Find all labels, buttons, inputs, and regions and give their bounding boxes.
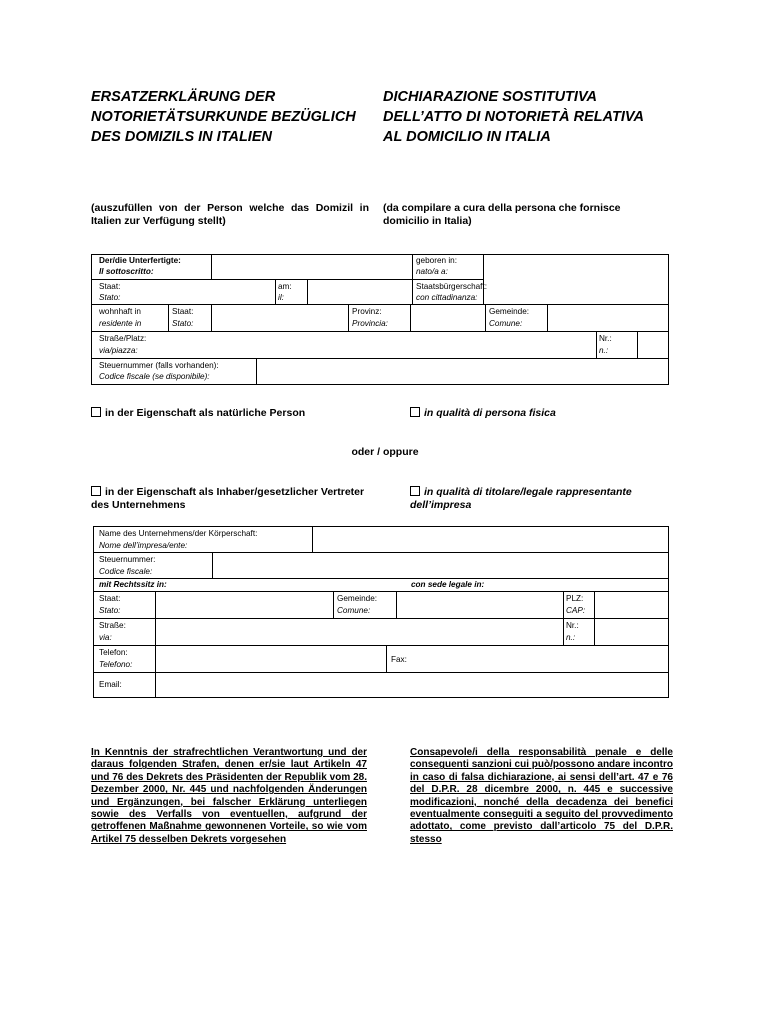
phone-label-it: Telefono: xyxy=(99,660,133,669)
company-municipality-field[interactable] xyxy=(398,592,562,618)
number-label-de: Nr.: xyxy=(599,334,612,343)
company-taxno-label-de: Steuernummer: xyxy=(99,555,156,564)
company-taxno-label-it: Codice fiscale: xyxy=(99,567,153,576)
company-municipality-label-de: Gemeinde: xyxy=(337,594,378,603)
taxno-label-de: Steuernummer (falls vorhanden): xyxy=(99,361,219,370)
citizenship-label-it: con cittadinanza: xyxy=(416,293,478,302)
title-line: DES DOMIZILS IN ITALIEN xyxy=(91,129,272,145)
company-street-label-it: via: xyxy=(99,633,112,642)
number-label-it: n.: xyxy=(599,346,609,355)
street-label-it: via/piazza: xyxy=(99,346,138,355)
citizenship-label-de: Staatsbürgerschaft: xyxy=(416,282,487,291)
or-separator: oder / oppure xyxy=(351,446,419,458)
municipality-label-it: Comune: xyxy=(489,319,523,328)
signer-label-it: Il sottoscritto: xyxy=(99,267,154,276)
option-company-it[interactable]: in qualità di titolare/legale rappresentante dell’impresa xyxy=(410,486,632,511)
company-number-label-it: n.: xyxy=(566,633,576,642)
subtitle-italian: (da compilare a cura della persona che fornisce domicilio in Italia) xyxy=(383,202,621,227)
legal-text-german: In Kenntnis der strafrechtlichen Verantwortung und der daraus folgenden Strafen, denen er/sie laut Artikeln 47 und 76 des Dekrets des Präsidenten der Republik vom 28. Dezember 2000, Nr. 445 und nachfolgenden Änderungen und Ergänzungen, bei falscher Erklärung unterliegen sowie des Verfalls von eventuellen, aufgrund der getroffenen Maßnahme gewonnenen Vorteile, so wie vom Artikel 75 desselben Dekrets vorgesehen xyxy=(91,747,367,845)
company-state-label-de: Staat: xyxy=(99,594,121,603)
date-label-de: am: xyxy=(278,282,292,291)
title-line: NOTORIETÄTSURKUNDE BEZÜGLICH xyxy=(91,109,356,125)
legal-text-italian: Consapevole/i della responsabilità penale e delle conseguenti sanzioni cui può/possono andare incontro in caso di falsa dichiarazione, ai sensi dell’art. 47 e 76 del D.P.R. 28 dicembre 2000, n. 445 e successive modificazioni, nonché della decadenza dei benefici eventualmente conseguiti a seguito del provvedimento adottato, come previsto dall’articolo 75 del D.P.R. stesso xyxy=(410,747,673,845)
company-number-field[interactable] xyxy=(596,619,667,645)
seat-label-it: con sede legale in: xyxy=(411,580,485,589)
company-name-field[interactable] xyxy=(314,527,667,552)
born-label-de: geboren in: xyxy=(416,256,457,265)
company-state-field[interactable] xyxy=(157,592,332,618)
company-street-field[interactable] xyxy=(157,619,562,645)
company-state-label-it: Stato: xyxy=(99,606,121,615)
signer-label-de: Der/die Unterfertigte: xyxy=(99,256,181,265)
fax-label: Fax: xyxy=(391,655,407,664)
street-label-de: Straße/Platz: xyxy=(99,334,147,343)
option-natural-person-de[interactable]: in der Eigenschaft als natürliche Person xyxy=(91,407,305,420)
company-name-label-it: Nome dell’impresa/ente: xyxy=(99,541,188,550)
email-label: Email: xyxy=(99,680,122,689)
fax-field[interactable] xyxy=(430,646,667,672)
title-line: ERSATZERKLÄRUNG DER xyxy=(91,89,276,105)
zip-label-it: CAP: xyxy=(566,606,586,615)
title-line: DICHIARAZIONE SOSTITUTIVA xyxy=(383,89,598,105)
phone-label-de: Telefon: xyxy=(99,648,128,657)
zip-field[interactable] xyxy=(596,592,667,618)
subtitle-german: (auszufüllen von der Person welche das Domizil in Italien zur Verfügung stellt) xyxy=(91,202,369,227)
company-municipality-label-it: Comune: xyxy=(337,606,371,615)
option-company-de[interactable]: in der Eigenschaft als Inhaber/gesetzlicher Vertreter des Unternehmens xyxy=(91,486,365,511)
company-name-label-de: Name des Unternehmens/der Körperschaft: xyxy=(99,529,258,538)
company-number-label-de: Nr.: xyxy=(566,621,579,630)
zip-label-de: PLZ: xyxy=(566,594,584,603)
company-street-label-de: Straße: xyxy=(99,621,126,630)
email-field[interactable] xyxy=(157,673,667,697)
title-line: AL DOMICILIO IN ITALIA xyxy=(383,129,551,145)
municipality-label-de: Gemeinde: xyxy=(489,307,530,316)
state2-label-it: Stato: xyxy=(172,319,194,328)
seat-label-de: mit Rechtssitz in: xyxy=(99,580,167,589)
option-natural-person-it[interactable]: in qualità di persona fisica xyxy=(410,407,556,420)
state-label-de: Staat: xyxy=(99,282,121,291)
date-label-it: il: xyxy=(278,293,284,302)
company-taxno-field[interactable] xyxy=(214,553,667,578)
province-label-it: Provincia: xyxy=(352,319,388,328)
title-line: DELL’ATTO DI NOTORIETÀ RELATIVA xyxy=(383,109,644,125)
resident-label-de: wohnhaft in xyxy=(99,307,141,316)
taxno-label-it: Codice fiscale (se disponibile): xyxy=(99,372,210,381)
state2-label-de: Staat: xyxy=(172,307,194,316)
born-label-it: nato/a a: xyxy=(416,267,448,276)
state-label-it: Stato: xyxy=(99,293,121,302)
phone-field[interactable] xyxy=(157,646,385,672)
resident-label-it: residente in xyxy=(99,319,142,328)
province-label-de: Provinz: xyxy=(352,307,382,316)
